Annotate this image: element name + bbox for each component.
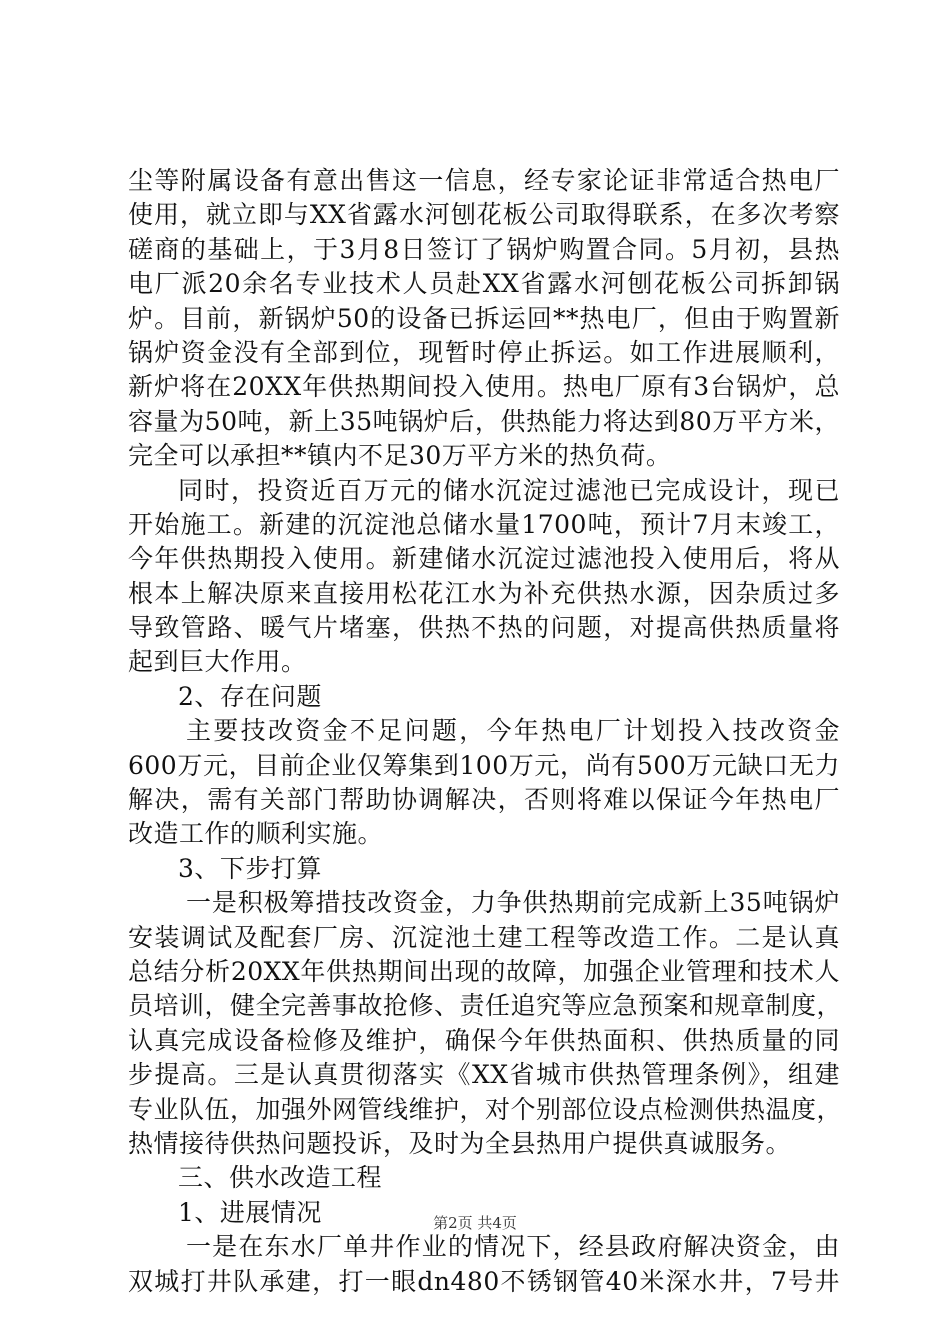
body-line: 总结分析20XX年供热期间出现的故障，加强企业管理和技术人 <box>128 956 840 986</box>
body-line: 解决，需有关部门帮助协调解决，否则将难以保证今年热电厂 <box>128 785 840 815</box>
body-line: 容量为50吨，新上35吨锅炉后，供热能力将达到80万平方米， <box>128 406 840 436</box>
body-line: 导致管路、暖气片堵塞，供热不热的问题，对提高供热质量将 <box>128 613 840 643</box>
body-line: 开始施工。新建的沉淀池总储水量1700吨，预计7月末竣工， <box>128 509 840 539</box>
section-heading: 三、供水改造工程 <box>178 1163 383 1193</box>
body-line: 安装调试及配套厂房、沉淀池土建工程等改造工作。二是认真 <box>128 922 840 952</box>
section-heading: 1、进展情况 <box>178 1197 322 1227</box>
body-line: 根本上解决原来直接用松花江水为补充供热水源，因杂质过多 <box>128 578 840 608</box>
body-line: 磋商的基础上，于3月8日签订了锅炉购置合同。5月初，县热 <box>128 234 840 264</box>
body-line: 完全可以承担**镇内不足30万平方米的热负荷。 <box>128 441 672 471</box>
body-line: 员培训，健全完善事故抢修、责任追究等应急预案和规章制度， <box>128 991 843 1021</box>
body-line: 专业队伍，加强外网管线维护，对个别部位设点检测供热温度， <box>128 1094 843 1124</box>
section-heading: 2、存在问题 <box>178 681 322 711</box>
body-line: 起到巨大作用。 <box>128 647 307 677</box>
body-line: 尘等附属设备有意出售这一信息，经专家论证非常适合热电厂 <box>128 166 840 195</box>
body-line: 使用，就立即与XX省露水河刨花板公司取得联系，在多次考察 <box>128 200 840 230</box>
paragraph-start-line: 一是积极筹措技改资金，力争供热期前完成新上35吨锅炉 <box>186 888 840 918</box>
body-line: 600万元，目前企业仅筹集到100万元，尚有500万元缺口无力 <box>128 750 840 780</box>
body-line: 今年供热期投入使用。新建储水沉淀过滤池投入使用后，将从 <box>128 544 840 574</box>
paragraph-start-line: 同时，投资近百万元的储水沉淀过滤池已完成设计，现已 <box>178 475 840 505</box>
paragraph-start-line: 主要技改资金不足问题，今年热电厂计划投入技改资金 <box>186 716 840 746</box>
body-line: 双城打井队承建，打一眼dn480不锈钢管40米深水井，7号井 <box>128 1266 840 1296</box>
body-line: 炉。目前，新锅炉50的设备已拆运回**热电厂，但由于购置新 <box>128 303 840 333</box>
paragraph-start-line: 一是在东水厂单井作业的情况下，经县政府解决资金，由 <box>186 1232 840 1262</box>
body-line: 步提高。三是认真贯彻落实《XX省城市供热管理条例》，组建 <box>128 1060 840 1090</box>
body-line: 锅炉资金没有全部到位，现暂时停止拆运。如工作进展顺利， <box>128 337 840 367</box>
body-line: 认真完成设备检修及维护，确保今年供热面积、供热质量的同 <box>128 1025 840 1055</box>
document-body <box>128 164 843 1299</box>
body-line: 新炉将在20XX年供热期间投入使用。热电厂原有3台锅炉，总 <box>128 372 840 402</box>
body-line: 电厂派20余名专业技术人员赴XX省露水河刨花板公司拆卸锅 <box>128 269 840 299</box>
page-number-footer: 第2页 共4页 <box>433 1214 517 1232</box>
section-heading: 3、下步打算 <box>178 853 322 883</box>
body-line: 改造工作的顺利实施。 <box>128 819 384 849</box>
body-line: 热情接待供热问题投诉，及时为全县热用户提供真诚服务。 <box>128 1128 792 1158</box>
